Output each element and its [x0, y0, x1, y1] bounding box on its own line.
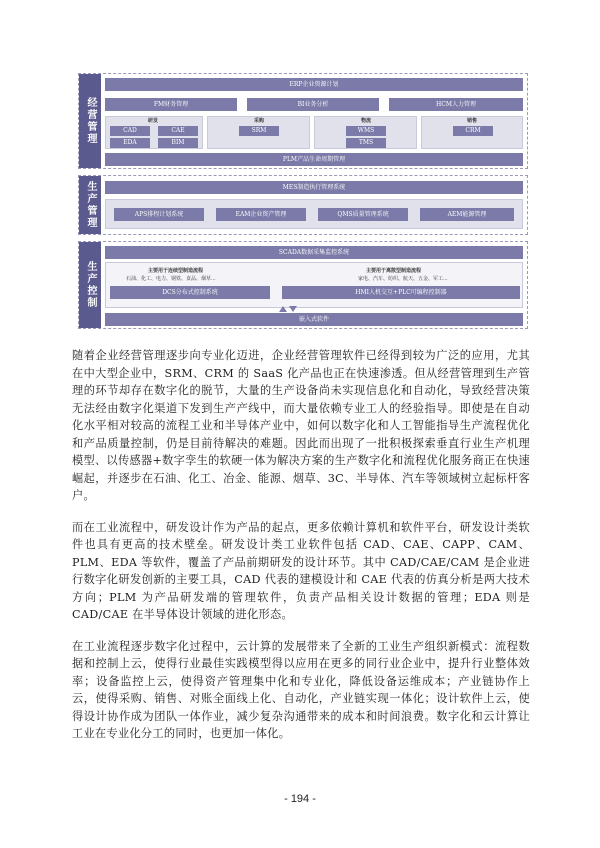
plm-bar: PLM产品生命周期管理 — [105, 153, 523, 166]
fm-bar: FM财务管理 — [105, 98, 237, 111]
qms-bar: QMS质量管理系统 — [318, 208, 408, 221]
chip-crm: CRM — [453, 126, 493, 136]
band-label: 经营管理 — [79, 74, 101, 168]
arrow-up-icon — [279, 306, 287, 312]
aps-bar: APS排程计划系统 — [114, 208, 204, 221]
chip-bim: BIM — [158, 138, 198, 148]
chip-wms: WMS — [346, 126, 386, 136]
group-rd — [105, 116, 203, 149]
band-label: 生产管理 — [79, 176, 101, 234]
chip-srm: SRM — [239, 126, 279, 136]
architecture-diagram — [78, 73, 528, 331]
chip-cae: CAE — [158, 126, 198, 136]
chip-tms: TMS — [346, 138, 386, 148]
arrow-down-icon — [289, 306, 297, 312]
group-sales — [421, 116, 523, 149]
bi-bar: BI业务分析 — [247, 98, 379, 111]
hcm-bar: HCM人力管理 — [389, 98, 523, 111]
hmi-bar: HMI人机交互+PLC可编程控制器 — [282, 286, 520, 299]
group-sales-title: 销售 — [467, 118, 478, 124]
dcs-bar: DCS分布式控制系统 — [110, 286, 270, 299]
mes-bar: MES制造执行管理系统 — [105, 181, 523, 194]
control-area — [105, 262, 523, 308]
discrete-industries: 家电、汽车、纺织、航天、五金、军工... — [358, 276, 448, 282]
page-number: - 194 - — [284, 793, 316, 805]
eam-bar: EAM企业资产管理 — [216, 208, 306, 221]
group-logistics-title: 物流 — [361, 118, 372, 124]
process-title: 主要用于连续型制造流程 — [148, 268, 204, 274]
band-label: 生产控制 — [79, 242, 101, 328]
mes-modules — [105, 199, 523, 229]
paragraph-2: 而在工业流程中，研发设计作为产品的起点，更多依赖计算机和软件平台，研发设计类软件也具有更高的技术壁垒。研发设计类工业软件包括 CAD、CAE、CAPP、CAM、PLM、EDA 等软件，覆盖了产品前期研发的设计环节。其中 CAD/CAE/CAM 是企业进行数字化研发创新的主要工具，CAD 代表的建模设计和 CAE 代表的仿真分析是两大技术方向；PLM 为产品研发端的管理软件，负责产品相关设计数据的管理；EDA 则是 CAD/CAE 在半导体设计领域的进化形态。 — [72, 520, 530, 621]
erp-bar: ERP企业资源计划 — [105, 78, 523, 91]
scada-bar: SCADA数据采集监控系统 — [105, 246, 523, 259]
band-production-management — [78, 175, 528, 235]
group-logistics — [314, 116, 417, 149]
chip-cad: CAD — [110, 126, 150, 136]
group-purchase — [207, 116, 310, 149]
process-industries: 石油、化工、电力、钢铁、食品、烟草... — [126, 276, 216, 282]
embedded-bar: 嵌入式软件 — [105, 313, 523, 326]
discrete-title: 主要用于离散型制造流程 — [366, 268, 422, 274]
band-production-control — [78, 241, 528, 329]
group-rd-title: 研发 — [148, 118, 159, 124]
chip-eda: EDA — [110, 138, 150, 148]
group-purchase-title: 采购 — [254, 118, 265, 124]
body-text — [72, 347, 530, 757]
band-business-management — [78, 73, 528, 169]
paragraph-3: 在工业流程逐步数字化过程中，云计算的发展带来了全新的工业生产组织新模式：流程数据和控制上云，使得行业最佳实践模型得以应用在更多的同行业企业中，提升行业整体效率；设备监控上云，使得资产管理集中化和专业化，降低设备运维成本；产业链协作上云，使得采购、销售、对账全面线上化、自动化，产业链实现一体化；设计软件上云，使得设计协作成为团队一体作业，减少复杂沟通带来的成本和时间浪费。数字化和云计算让工业在专业化分工的同时，也更加一体化。 — [72, 639, 530, 740]
aem-bar: AEM能源管理 — [420, 208, 514, 221]
paragraph-1: 随着企业经营管理逐步向专业化迈进，企业经营管理软件已经得到较为广泛的应用，尤其在中大型企业中，SRM、CRM 的 SaaS 化产品也正在快速渗透。但从经营管理到生产管理的环节却存在数字化的脱节，大量的生产设备尚未实现信息化和自动化，导致经营决策无法经由数字化渠道下发到生产产线中，而大量依赖专业工人的经验指导。即使是在自动化水平相对较高的流程工业和半导体产业中，如何以数字化和人工智能指导生产流程优化和产品质量控制，仍是目前待解决的难题。因此而出现了一批积极探索垂直行业生产机理模型、以传感器+数字孪生的软硬一体为解决方案的生产数字化和流程优化服务商正在快速崛起，并逐步在石油、化工、冶金、能源、烟草、3C、半导体、汽车等领域树立起标杆客户。 — [72, 349, 530, 502]
